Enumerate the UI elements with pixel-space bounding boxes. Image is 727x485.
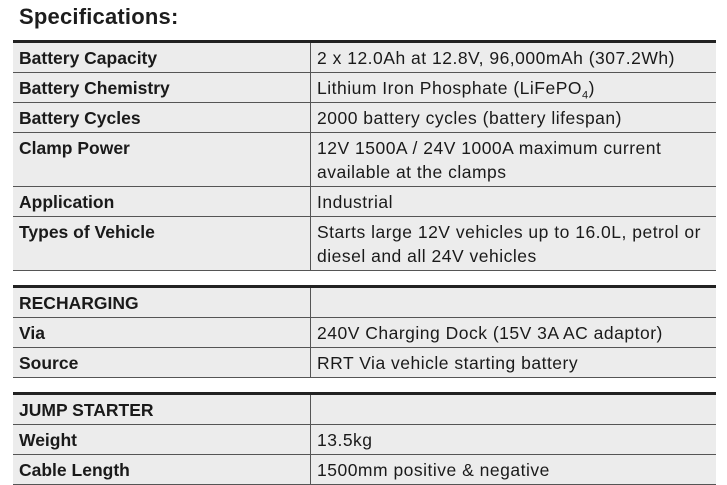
spec-label: Clamp Power [13,133,311,187]
table-row [13,425,716,455]
table-row [13,73,716,103]
section-heading-empty-cell [311,287,717,318]
spec-value: Starts large 12V vehicles up to 16.0L, petrol or diesel and all 24V vehicles [311,217,717,271]
spec-value: 1500mm positive & negative [311,455,717,485]
table-row [13,455,716,485]
spec-value [311,73,717,103]
section-heading-empty-cell [311,394,717,425]
section-spacer [13,378,716,394]
table-row [13,187,716,217]
spec-label: Battery Chemistry [13,73,311,103]
chemistry-subscript: 4 [582,89,589,102]
table-row [13,103,716,133]
spec-label: Battery Capacity [13,42,311,73]
spec-label: Cable Length [13,455,311,485]
chemistry-text: Lithium Iron Phosphate (LiFePO [317,78,582,98]
section-heading: JUMP STARTER [13,394,311,425]
table-row [13,217,716,271]
table-row [13,348,716,378]
spec-value: 13.5kg [311,425,717,455]
section-spacer [13,271,716,287]
spec-value: 240V Charging Dock (15V 3A AC adaptor) [311,318,717,348]
section-heading: RECHARGING [13,287,311,318]
table-row [13,318,716,348]
spec-value: 2 x 12.0Ah at 12.8V, 96,000mAh (307.2Wh) [311,42,717,73]
spec-label: Source [13,348,311,378]
page-title: Specifications: [19,4,179,29]
spec-label: Battery Cycles [13,103,311,133]
table-row [13,133,716,187]
spec-label: Weight [13,425,311,455]
spec-label: Application [13,187,311,217]
spec-value: RRT Via vehicle starting battery [311,348,717,378]
spacer-cell [13,378,716,394]
specifications-table [13,40,716,485]
spec-value: 12V 1500A / 24V 1000A maximum current available at the clamps [311,133,717,187]
spec-label: Types of Vehicle [13,217,311,271]
chemistry-suffix: ) [588,78,595,98]
spec-value: 2000 battery cycles (battery lifespan) [311,103,717,133]
section-header-row [13,394,716,425]
section-header-row [13,287,716,318]
table-row [13,42,716,73]
spec-value: Industrial [311,187,717,217]
spacer-cell [13,271,716,287]
spec-label: Via [13,318,311,348]
